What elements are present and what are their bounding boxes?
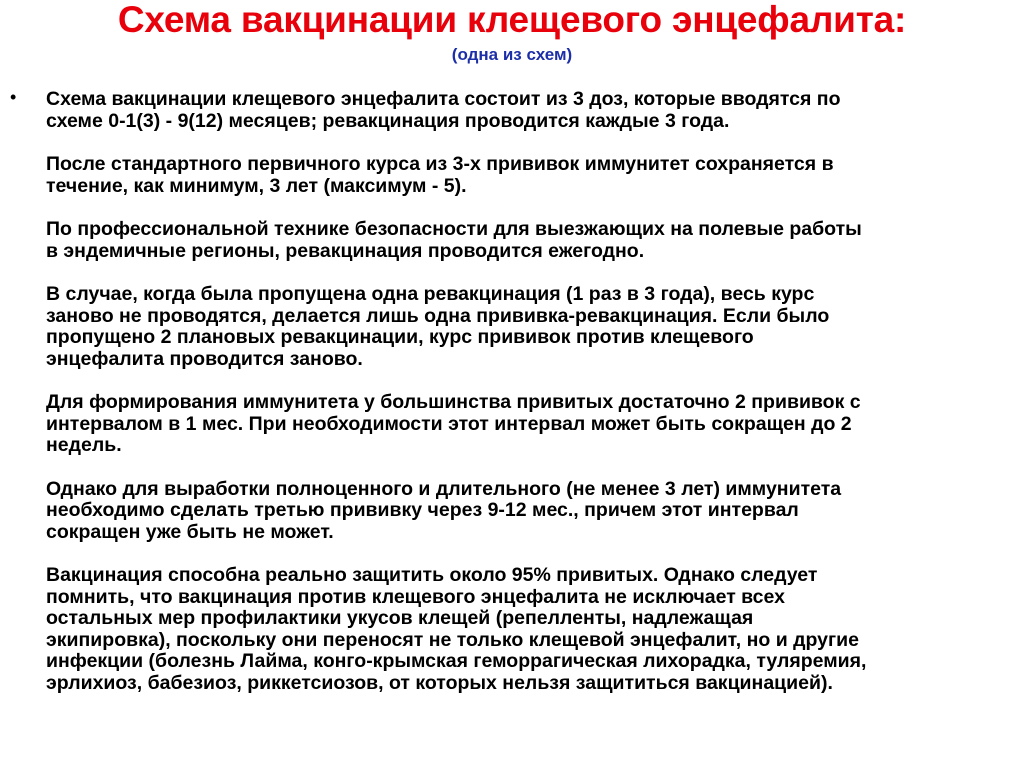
text-line: схеме 0-1(3) - 9(12) месяцев; ревакцинация проводится каждые 3 года. xyxy=(46,109,730,132)
text-line: В случае, когда была пропущена одна ревакцинация (1 раз в 3 года), весь курс xyxy=(46,283,815,305)
paragraph-schedule xyxy=(46,89,1016,132)
slide-title: Схема вакцинации клещевого энцефалита: xyxy=(117,0,907,40)
text-line: необходимо сделать третью прививку через 9-12 мес., причем этот интервал xyxy=(46,499,799,521)
text-line: эрлихиоз, бабезиоз, риккетсиозов, от которых нельзя защититься вакцинацией). xyxy=(46,671,833,694)
paragraph-protection-efficacy xyxy=(46,565,1016,694)
body-text xyxy=(46,89,1016,716)
text-line: остальных мер профилактики укусов клещей (репелленты, надлежащая xyxy=(46,607,754,629)
text-line: По профессиональной технике безопасности для выезжающих на полевые работы xyxy=(46,218,862,240)
text-line: инфекции (болезнь Лайма, конго-крымская геморрагическая лихорадка, туляремия, xyxy=(46,650,867,672)
text-line: Для формирования иммунитета у большинства привитых достаточно 2 прививок с xyxy=(46,391,861,413)
text-line: энцефалита проводится заново. xyxy=(46,347,363,370)
text-line: Схема вакцинации клещевого энцефалита состоит из 3 доз, которые вводятся по xyxy=(46,88,841,110)
text-line: интервалом в 1 мес. При необходимости этот интервал может быть сокращен до 2 xyxy=(46,412,852,435)
text-line: пропущено 2 плановых ревакцинации, курс прививок против клещевого xyxy=(46,326,754,348)
bullet-point: • xyxy=(10,87,17,107)
text-line: сокращен уже быть не может. xyxy=(46,520,334,543)
paragraph-immunity-duration xyxy=(46,154,1016,197)
text-line: помнить, что вакцинация против клещевого энцефалита не исключает всех xyxy=(46,585,785,608)
text-line: экипировка), поскольку они переносят не только клещевой энцефалит, но и другие xyxy=(46,628,859,651)
paragraph-third-dose xyxy=(46,479,1016,544)
text-line: в эндемичные регионы, ревакцинация проводится ежегодно. xyxy=(46,239,645,262)
paragraph-field-workers xyxy=(46,219,1016,262)
text-line: заново не проводятся, делается лишь одна прививка-ревакцинация. Если было xyxy=(46,304,830,327)
text-line: После стандартного первичного курса из 3-х прививок иммунитет сохраняется в xyxy=(46,153,834,175)
text-line: течение, как минимум, 3 лет (максимум - 5). xyxy=(46,174,467,197)
text-line: недель. xyxy=(46,434,122,456)
slide-subtitle: (одна из схем) xyxy=(451,45,573,64)
text-line: Вакцинация способна реально защитить около 95% привитых. Однако следует xyxy=(46,564,818,586)
paragraph-immunity-formation xyxy=(46,392,1016,457)
text-line: Однако для выработки полноценного и длительного (не менее 3 лет) иммунитета xyxy=(46,477,842,500)
paragraph-missed-revaccination xyxy=(46,284,1016,370)
